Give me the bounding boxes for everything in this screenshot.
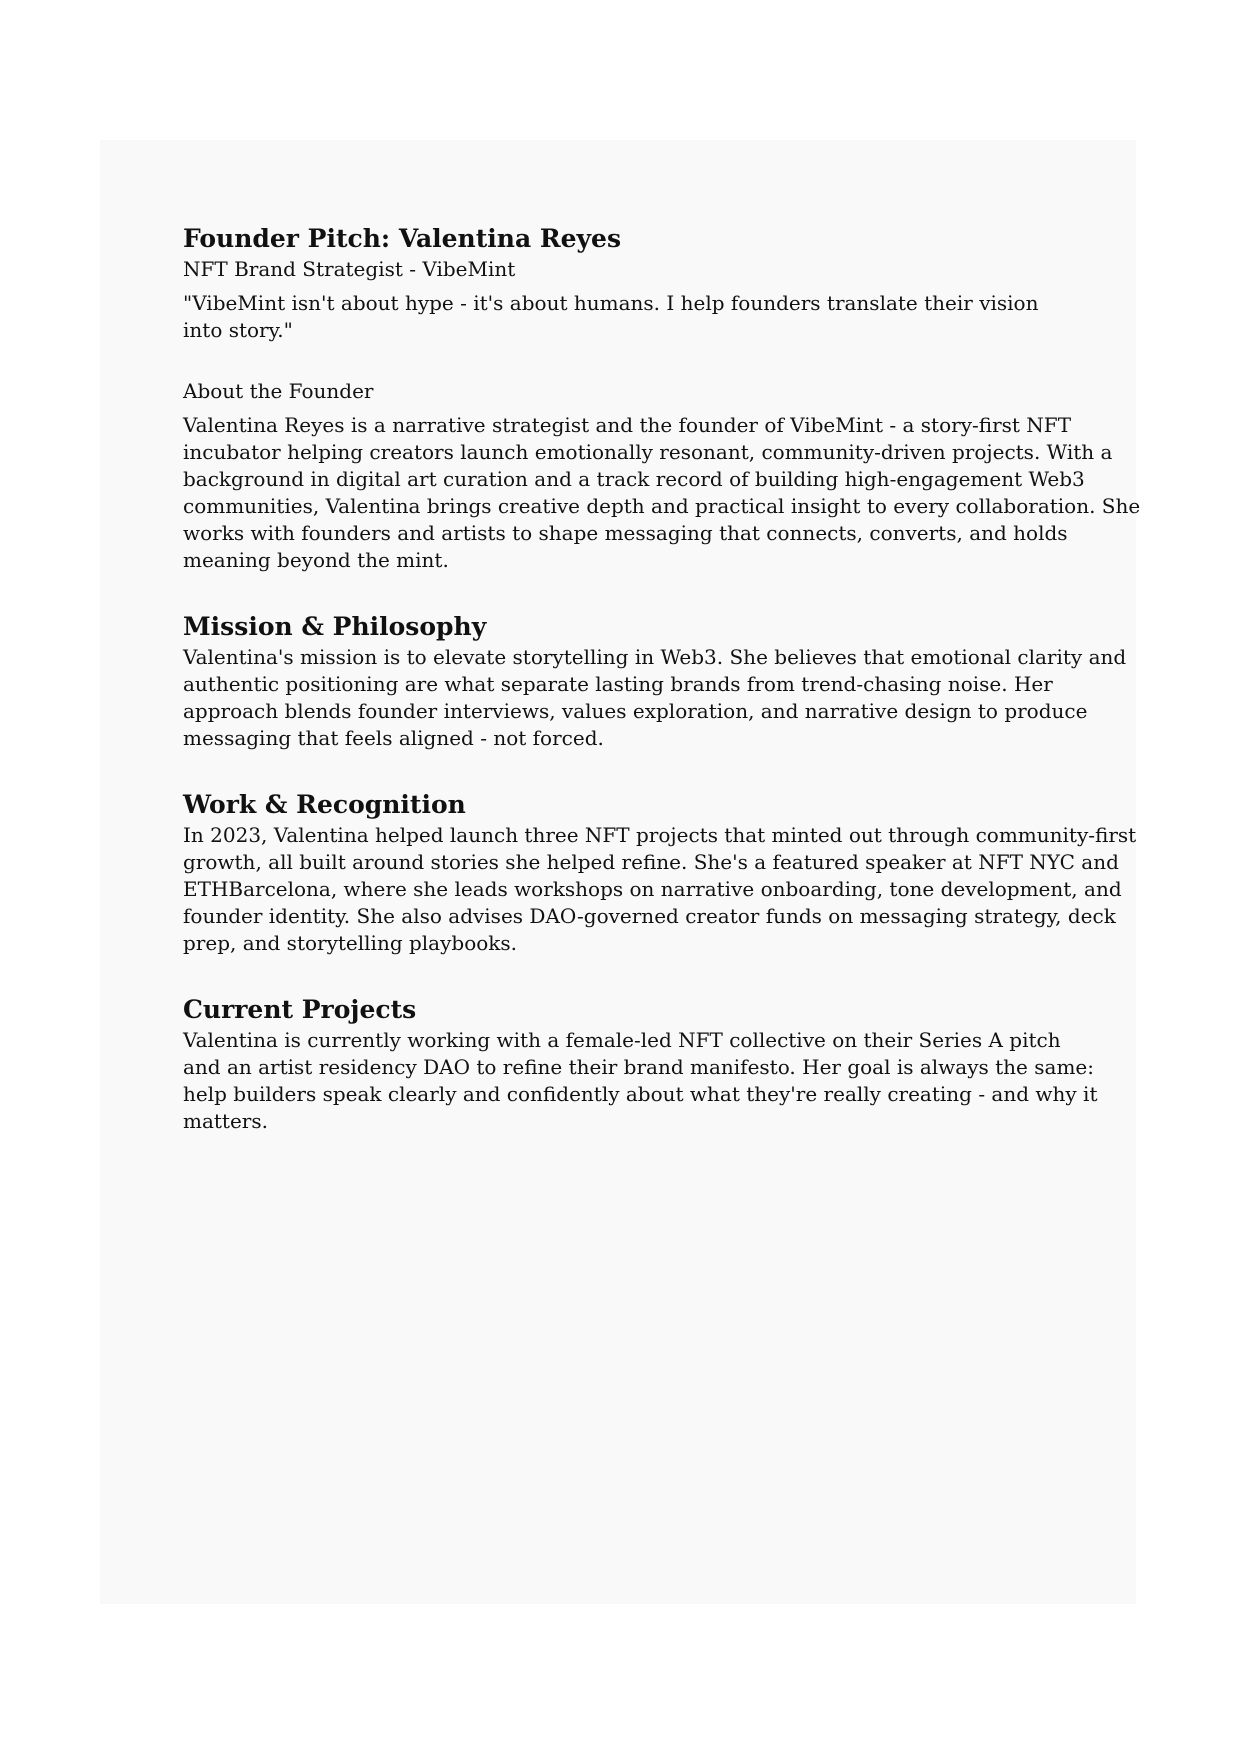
work-paragraph: In 2023, Valentina helped launch three NFT projects that minted out through community-first growth, all built around stories she helped refine. She's a featured speaker at NFT NYC and ETHBarcelona, where she leads workshops on narrative onboarding, tone development, and founder identity. She also advises DAO-governed creator funds on messaging strategy, deck prep, and storytelling playbooks. <box>183 823 1137 955</box>
current-projects-paragraph: Valentina is currently working with a female-led NFT collective on their Series A pitch and an artist residency DAO to refine their brand manifesto. Her goal is always the same: help builders speak clearly and confidently about what they're really creating - and why it matters. <box>183 1028 1098 1133</box>
founder-quote: "VibeMint isn't about hype - it's about humans. I help founders translate their vision into story." <box>183 291 1039 342</box>
work-heading: Work & Recognition <box>183 790 466 819</box>
about-label: About the Founder <box>183 379 374 403</box>
current-projects-heading: Current Projects <box>183 995 417 1024</box>
about-paragraph: Valentina Reyes is a narrative strategist and the founder of VibeMint - a story-first NFT incubator helping creators launch emotionally resonant, community-driven projects. With a background in digital art curation and a track record of building high-engagement Web3 communities, Valentina brings creative depth and practical insight to every collaboration. She works with founders and artists to shape messaging that connects, converts, and holds meaning beyond the mint. <box>183 413 1141 572</box>
document-subtitle: NFT Brand Strategist - VibeMint <box>183 257 516 281</box>
mission-paragraph: Valentina's mission is to elevate storytelling in Web3. She believes that emotional clarity and authentic positioning are what separate lasting brands from trend-chasing noise. Her approach blends founder interviews, values exploration, and narrative design to produce messaging that feels aligned - not forced. <box>183 645 1127 750</box>
mission-heading: Mission & Philosophy <box>183 612 487 641</box>
document-content <box>183 222 1143 1135</box>
document-title: Founder Pitch: Valentina Reyes <box>183 224 622 253</box>
